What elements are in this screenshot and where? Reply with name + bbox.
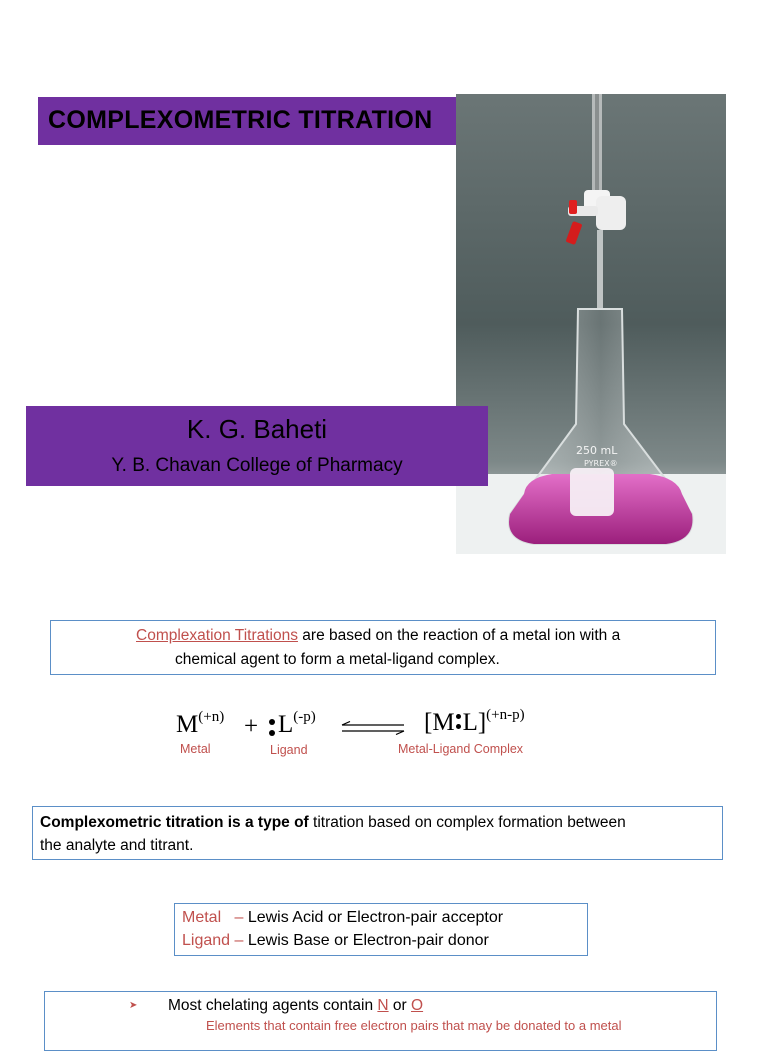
lone-pair-dots-icon xyxy=(268,719,276,741)
complex-close: L] xyxy=(462,709,487,736)
label-metal: Metal xyxy=(180,742,211,756)
metal-ligand-box xyxy=(174,903,588,956)
definition-line-2: chemical agent to form a metal-ligand complex. xyxy=(175,651,500,668)
ligand-line xyxy=(182,932,489,950)
equation-ligand xyxy=(278,711,316,739)
complex-dots-icon xyxy=(455,714,463,732)
metal-symbol: M xyxy=(176,711,199,738)
complex-charge: (+n-p) xyxy=(486,707,525,723)
author-banner xyxy=(26,406,488,486)
equilibrium-arrows-icon xyxy=(340,721,406,735)
ligand-term: Ligand – xyxy=(182,932,244,949)
complex-open: [M xyxy=(424,709,455,736)
definition-term: Complexation Titrations xyxy=(136,627,298,644)
type-definition-box xyxy=(32,806,723,860)
label-complex: Metal-Ligand Complex xyxy=(398,742,524,756)
definition-line-1 xyxy=(136,627,620,645)
definition-box xyxy=(50,620,716,675)
ligand-desc: Lewis Base or Electron-pair donor xyxy=(247,932,489,949)
type-bold: Complexometric titration is a type of xyxy=(40,814,309,831)
burette-flask-illustration xyxy=(456,94,726,554)
chelating-text: Most chelating agents contain xyxy=(168,997,374,1014)
type-rest: titration based on complex formation between xyxy=(313,814,626,831)
type-line-2: the analyte and titrant. xyxy=(40,837,194,854)
flask-brand-label: PYREX® xyxy=(584,459,618,468)
chelating-line-2: Elements that contain free electron pairs that may be donated to a metal xyxy=(206,1018,622,1033)
metal-term: Metal – xyxy=(182,909,244,926)
slide-title: COMPLEXOMETRIC TITRATION xyxy=(48,106,433,134)
author-college: Y. B. Chavan College of Pharmacy xyxy=(111,455,403,476)
bullet-arrow-icon: ➤ xyxy=(129,1000,138,1011)
title-banner xyxy=(38,97,504,145)
chelating-or: or xyxy=(392,997,407,1014)
definition-rest: are based on the reaction of a metal ion with a xyxy=(302,627,621,644)
metal-desc: Lewis Acid or Electron-pair acceptor xyxy=(247,909,504,926)
equation-metal xyxy=(176,711,224,739)
ligand-symbol: L xyxy=(278,711,294,738)
chelating-box xyxy=(44,991,717,1051)
flask-volume-label: 250 mL xyxy=(576,444,618,457)
ligand-charge: (-p) xyxy=(293,709,316,725)
equation-plus: + xyxy=(244,713,259,740)
chelating-n: N xyxy=(377,997,389,1014)
type-line-1 xyxy=(40,814,626,832)
metal-charge: (+n) xyxy=(198,709,225,725)
label-ligand: Ligand xyxy=(270,743,308,757)
metal-line xyxy=(182,909,503,927)
titration-photo xyxy=(456,94,726,554)
equation-complex xyxy=(424,709,525,737)
chelating-o: O xyxy=(411,997,424,1014)
author-name: K. G. Baheti xyxy=(186,414,328,444)
chelating-line-1 xyxy=(168,997,423,1015)
